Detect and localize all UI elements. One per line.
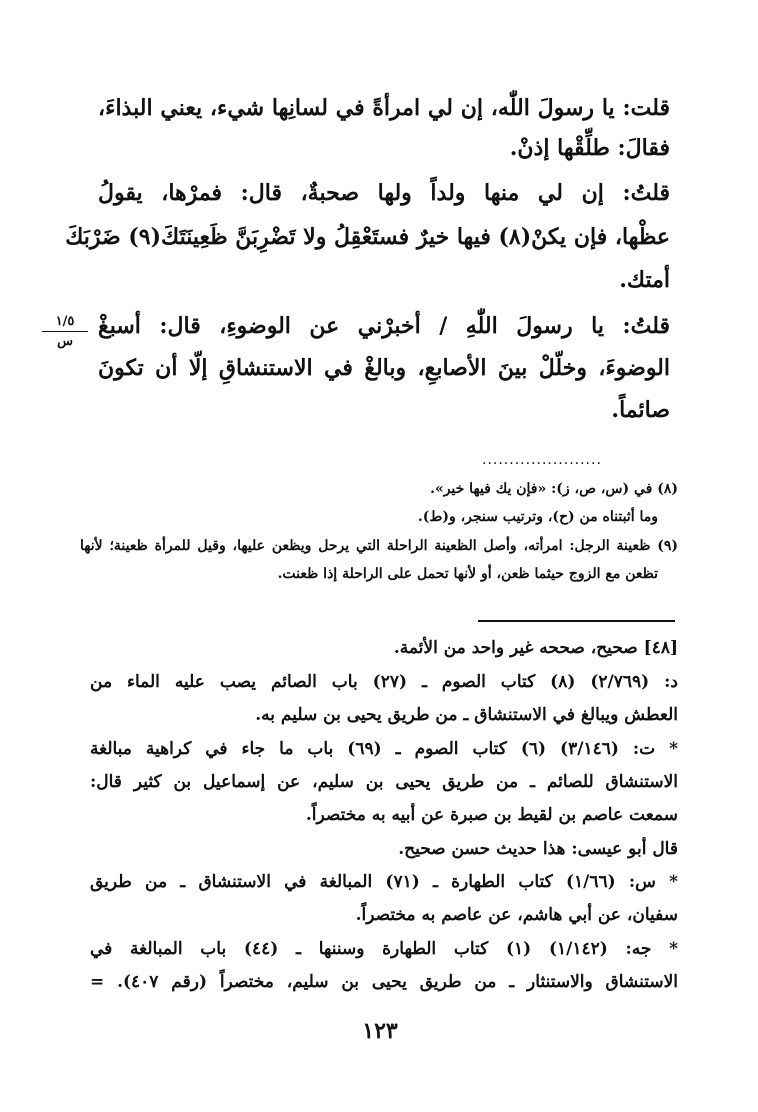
main-text-line: قلتُ: إن لي منها ولداً ولها صحبةٌ، قال: فمرْها، يقولُ	[98, 180, 670, 206]
main-text-line: الوضوءَ، وخلّلْ بينَ الأصابعِ، وبالغْ في الاستنشاقِ إلّا أن تكونَ	[98, 355, 670, 381]
takhrij-line: سفيان، عن أبي هاشم، عن عاصم به مختصراً.	[355, 905, 678, 925]
footnote-separator: ......................	[482, 452, 602, 468]
folio-manuscript-siglum: س	[57, 334, 73, 349]
takhrij-line: * ت: (٣/١٤٦) (٦) كتاب الصوم ـ (٦٩) باب ما جاء في كراهية مبالغة	[90, 739, 678, 759]
takhrij-line: الاستنشاق والاستنثار ـ من طريق يحيى بن سليم، مختصراً (رقم ٤٠٧). =	[90, 972, 678, 992]
main-text-line: فقالَ: طلِّقْها إذنْ.	[509, 135, 670, 161]
takhrij-line: العطش ويبالغ في الاستنشاق ـ من طريق يحيى بن سليم به.	[255, 705, 678, 725]
takhrij-line: * س: (١/٦٦) كتاب الطهارة ـ (٧١) المبالغة في الاستنشاق ـ من طريق	[90, 872, 678, 892]
page-number: ١٢٣	[362, 1018, 398, 1044]
takhrij-divider	[478, 620, 675, 622]
takhrij-line: سمعت عاصم بن لقيط بن صبرة عن أبيه به مختصراً.	[305, 805, 678, 825]
main-text-line: قلتُ: يا رسولَ اللّٰهِ / أخبرْني عن الوضوءِ، قال: أسبغْ	[98, 313, 670, 339]
footnote-line: تظعن مع الزوج حيثما ظعن، أو لأنها تحمل على الراحلة إذا ظعنت.	[277, 566, 658, 582]
takhrij-line: د: (٢/٧٦٩) (٨) كتاب الصوم ـ (٢٧) باب الصائم يصب عليه الماء من	[90, 672, 678, 692]
main-text-line: عظْها، فإن يكنْ(٨) فيها خيرٌ فستَعْقِلُ ولا تَضْرِبَنَّ ظَعِينَتَكَ(٩) ضَرْبَكَ	[65, 224, 670, 250]
footnote-line: (٩) ظعينة الرجل: امرأته، وأصل الظعينة الراحلة التي يرحل ويظعن عليها، وقيل للمرأة ظعينة؛ لأنها	[80, 538, 678, 554]
takhrij-line: الاستنشاق للصائم ـ من طريق يحيى بن سليم، عن إسماعيل بن كثير قال:	[90, 772, 678, 792]
takhrij-line: قال أبو عيسى: هذا حديث حسن صحيح.	[398, 839, 678, 859]
manuscript-folio-note	[42, 314, 88, 349]
main-text-line: أمتك.	[619, 267, 670, 293]
takhrij-line: * جه: (١/١٤٢) (١) كتاب الطهارة وسننها ـ (٤٤) باب المبالغة في	[90, 939, 678, 959]
footnote-line: (٨) في (س، ص، ز): «فإن يك فيها خير».	[430, 481, 678, 497]
folio-number: ١/٥	[42, 314, 88, 332]
main-text-line: قلت: يا رسولَ اللّٰه، إن لي امرأةً في لسانِها شيء، يعني البذاءَ،	[98, 95, 670, 121]
main-text-line: صائماً.	[611, 397, 670, 423]
takhrij-heading: [٤٨] صحيح، صححه غير واحد من الأئمة.	[393, 638, 678, 658]
footnote-line: وما أثبتناه من (ح)، وترتيب سنجر، و(ط).	[417, 509, 658, 525]
